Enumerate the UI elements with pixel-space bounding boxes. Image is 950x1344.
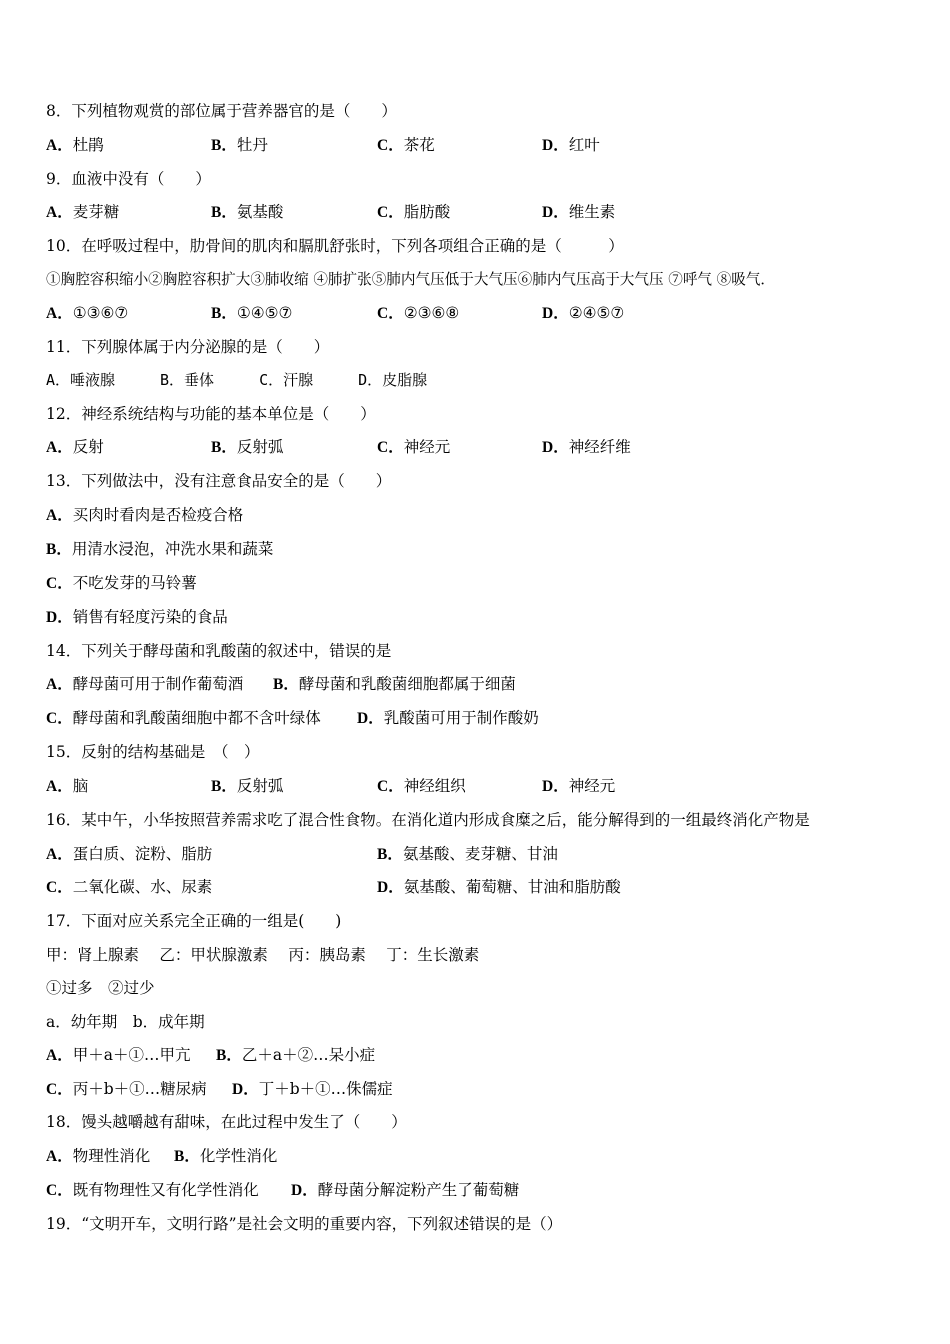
question-8-stem: 8．下列植物观赏的部位属于营养器官的是（ ） [46,102,397,120]
question-12-option-a [46,437,104,458]
option-text: 化学性消化 [199,1147,278,1165]
option-label: A． [46,137,73,154]
option-label: B． [273,676,299,693]
option-text: 茶花 [403,136,435,154]
option-label: A． [46,507,73,524]
question-16-option-b [377,844,558,865]
option-text: 销售有轻度污染的食品 [72,608,228,626]
option-label: A． [46,676,73,693]
option-text: 神经组织 [403,777,466,795]
question-10-stem: 10．在呼吸过程中，肋骨间的肌肉和膈肌舒张时，下列各项组合正确的是（ ） [46,237,624,255]
option-text: 牡丹 [236,136,268,154]
option-text: 酵母菌和乳酸菌细胞中都不含叶绿体 [72,709,321,727]
option-label: B． [216,1047,242,1064]
question-17-stem: 17．下面对应关系完全正确的一组是( ) [46,912,342,930]
option-label: A． [46,439,73,456]
option-label: C． [377,778,404,795]
question-10-note: ①胸腔容积缩小②胸腔容积扩大③肺收缩 ④肺扩张⑤肺内气压低于大气压⑥肺内气压高于大气压 ⑦呼气 ⑧吸气． [46,271,776,288]
option-text: 脂肪酸 [403,203,451,221]
question-15-stem: 15．反射的结构基础是 （ ） [46,743,260,761]
option-label: B． [46,541,72,558]
question-8-option-c [377,135,435,156]
question-10-option-c [377,303,459,324]
option-text: 麦芽糖 [72,203,120,221]
question-18-option-d [291,1180,519,1201]
option-label: A． [46,305,73,322]
option-label: D． [232,1081,259,1098]
question-8-option-b [211,135,268,156]
option-label: B． [174,1148,200,1165]
question-18-option-c [46,1180,259,1201]
question-11-options: A．唾液腺 B．垂体 C．汗腺 D．皮脂腺 [46,371,428,389]
option-text: 丁＋b＋①…侏儒症 [258,1080,393,1098]
question-12-option-d [542,437,631,458]
option-text: 维生素 [568,203,616,221]
option-label: C． [46,879,73,896]
question-14-option-b [273,674,516,695]
option-text: ①④⑤⑦ [236,304,293,322]
option-text: 既有物理性又有化学性消化 [72,1181,259,1199]
option-text: ②③⑥⑧ [403,304,460,322]
option-label: A． [46,204,73,221]
option-text: ①③⑥⑦ [72,304,129,322]
question-15-option-a [46,776,88,797]
option-label: C． [377,305,404,322]
question-18-option-b [174,1146,277,1167]
option-label: B． [211,305,237,322]
question-16-stem: 16．某中午，小华按照营养需求吃了混合性食物。在消化道内形成食糜之后，能分解得到的一组最终消化产物是 [46,811,810,829]
option-text: 反射弧 [236,777,284,795]
question-13-option-d [46,607,228,628]
question-15-option-d [542,776,615,797]
question-12-option-b [211,437,283,458]
question-17-periods: a．幼年期 b．成年期 [46,1013,205,1031]
option-text: 不吃发芽的马铃薯 [72,574,197,592]
question-14-stem: 14．下列关于酵母菌和乳酸菌的叙述中，错误的是 [46,642,392,660]
question-14-option-d [357,708,539,729]
option-label: A． [46,778,73,795]
question-11-stem: 11．下列腺体属于内分泌腺的是（ ） [46,338,330,356]
option-label: A． [46,1047,73,1064]
option-text: 乳酸菌可用于制作酸奶 [383,709,539,727]
option-label: C． [46,1081,73,1098]
option-text: 红叶 [568,136,600,154]
question-13-stem: 13．下列做法中，没有注意食品安全的是（ ） [46,472,392,490]
question-18-stem: 18．馒头越嚼越有甜味，在此过程中发生了（ ） [46,1113,407,1131]
option-text: 氨基酸 [236,203,284,221]
option-text: 甲＋a＋①…甲亢 [72,1046,191,1064]
option-label: D． [542,137,569,154]
option-text: 酵母菌分解淀粉产生了葡萄糖 [317,1181,520,1199]
option-label: A． [46,1148,73,1165]
option-text: 物理性消化 [72,1147,151,1165]
question-9-option-b [211,202,283,223]
question-10-option-b [211,303,292,324]
option-text: 买肉时看肉是否检疫合格 [72,506,244,524]
question-17-amounts: ①过多 ②过少 [46,979,155,997]
question-13-option-c [46,573,197,594]
question-14-option-c [46,708,321,729]
question-9-stem: 9．血液中没有（ ） [46,170,211,188]
question-16-option-a [46,844,212,865]
option-text: ②④⑤⑦ [568,304,625,322]
option-label: C． [46,575,73,592]
option-text: 氨基酸、葡萄糖、甘油和脂肪酸 [403,878,621,896]
question-9-option-c [377,202,450,223]
option-label: D． [542,439,569,456]
option-label: B． [377,846,403,863]
question-9-option-d [542,202,615,223]
option-label: A． [46,846,73,863]
option-label: D． [291,1182,318,1199]
option-text: 乙＋a＋②…呆小症 [241,1046,376,1064]
option-text: 神经元 [568,777,616,795]
question-17-option-c [46,1079,207,1100]
question-19-stem: 19．“文明开车，文明行路”是社会文明的重要内容，下列叙述错误的是（） [46,1215,563,1233]
question-9-option-a [46,202,119,223]
option-label: C． [46,1182,73,1199]
question-10-option-d [542,303,624,324]
question-17-option-b [216,1045,375,1066]
option-text: 神经元 [403,438,451,456]
option-label: D． [46,609,73,626]
option-text: 酵母菌可用于制作葡萄酒 [72,675,244,693]
option-text: 蛋白质、淀粉、脂肪 [72,845,213,863]
option-text: 丙＋b＋①…糖尿病 [72,1080,207,1098]
option-text: 神经纤维 [568,438,631,456]
question-13-option-a [46,505,243,526]
option-text: 反射弧 [236,438,284,456]
option-label: D． [357,710,384,727]
question-15-option-b [211,776,283,797]
option-text: 用清水浸泡，冲洗水果和蔬菜 [71,540,274,558]
option-label: C． [46,710,73,727]
option-text: 反射 [72,438,104,456]
option-label: C． [377,204,404,221]
option-label: B． [211,204,237,221]
question-13-option-b [46,539,273,560]
option-label: D． [542,305,569,322]
question-17-option-d [232,1079,393,1100]
option-text: 氨基酸、麦芽糖、甘油 [402,845,558,863]
option-text: 杜鹃 [72,136,104,154]
question-8-option-d [542,135,600,156]
option-label: B． [211,439,237,456]
option-text: 二氧化碳、水、尿素 [72,878,213,896]
question-10-option-a [46,303,128,324]
question-15-option-c [377,776,466,797]
question-12-stem: 12．神经系统结构与功能的基本单位是（ ） [46,405,376,423]
option-text: 脑 [72,777,89,795]
question-16-option-c [46,877,212,898]
question-17-hormones: 甲：肾上腺素 乙：甲状腺激素 丙：胰岛素 丁：生长激素 [46,946,480,964]
question-12-option-c [377,437,450,458]
option-label: C． [377,137,404,154]
question-18-option-a [46,1146,150,1167]
option-label: B． [211,778,237,795]
option-label: D． [542,778,569,795]
question-16-option-d [377,877,621,898]
option-text: 酵母菌和乳酸菌细胞都属于细菌 [298,675,516,693]
option-label: D． [377,879,404,896]
question-14-option-a [46,674,243,695]
question-17-option-a [46,1045,190,1066]
option-label: D． [542,204,569,221]
option-label: C． [377,439,404,456]
option-label: B． [211,137,237,154]
question-8-option-a [46,135,104,156]
